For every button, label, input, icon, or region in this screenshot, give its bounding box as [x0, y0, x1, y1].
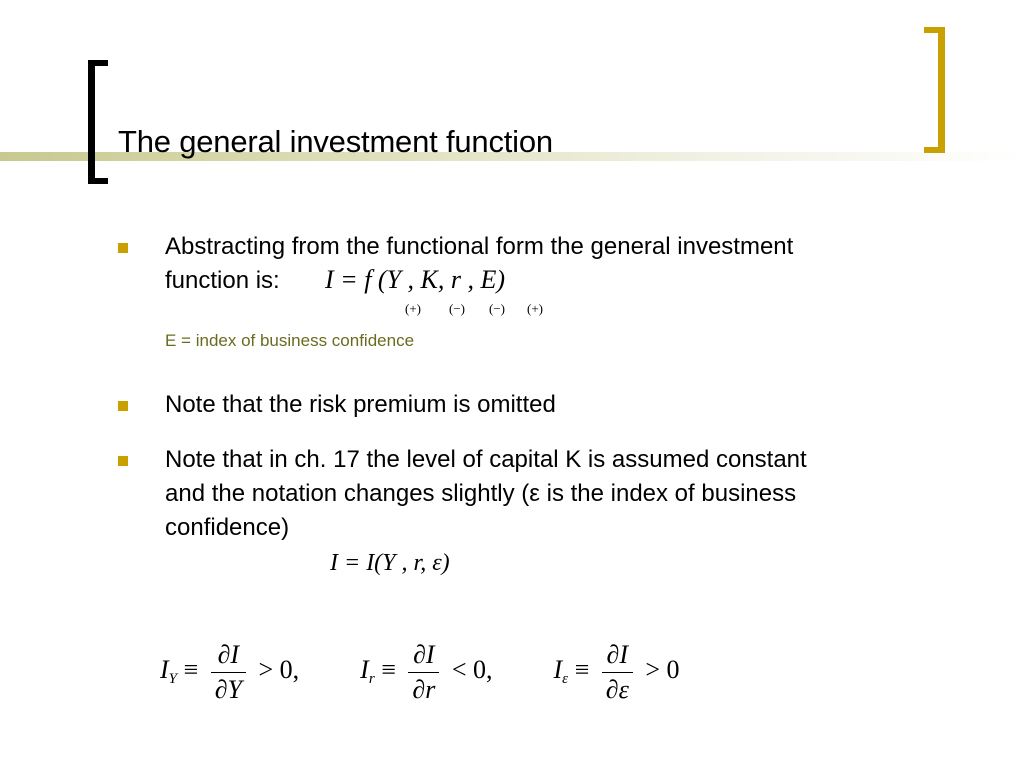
left-bracket-decoration: [88, 60, 108, 184]
right-bracket-decoration: [924, 27, 945, 153]
simplified-investment-equation: I = I(Y , r, ε): [330, 550, 450, 576]
sign-k: (−): [449, 301, 465, 316]
derivative-iy: $I_Y$ ≡ $\frac{\partial I}{\partial Y}$ > 0,: [160, 640, 300, 704]
confidence-note: E = index of business confidence: [165, 331, 415, 350]
bullet-marker-3: [118, 456, 128, 466]
sign-y: (+): [405, 301, 421, 316]
sign-annotations: [405, 301, 565, 317]
sign-e: (+): [527, 301, 543, 316]
bullet-marker-1: [118, 243, 128, 253]
bullet-3-line-2: and the notation changes slightly (ε is the index of business: [165, 480, 797, 507]
bullet-1-line-2: function is:: [165, 267, 280, 294]
bullet-3-line-3: confidence): [165, 514, 290, 541]
bullet-2-text: Note that the risk premium is omitted: [165, 391, 556, 418]
bullet-marker-2: [118, 401, 128, 411]
bullet-3-line-1: Note that in ch. 17 the level of capital K is assumed constant: [165, 446, 807, 473]
bullet-1-line-1: Abstracting from the functional form the general investment: [165, 233, 794, 260]
derivative-ie: $I_\varepsilon$ ≡ $\frac{\partial I}{\partial\varepsilon}$ > 0: [553, 640, 680, 704]
slide-title: The general investment function: [118, 124, 553, 159]
derivative-ir: $I_r$ ≡ $\frac{\partial I}{\partial r}$ < 0,: [360, 640, 493, 704]
sign-r: (−): [489, 301, 505, 316]
general-investment-equation: I = f (Y , K, r , E): [325, 265, 506, 294]
derivative-conditions: [160, 638, 680, 707]
